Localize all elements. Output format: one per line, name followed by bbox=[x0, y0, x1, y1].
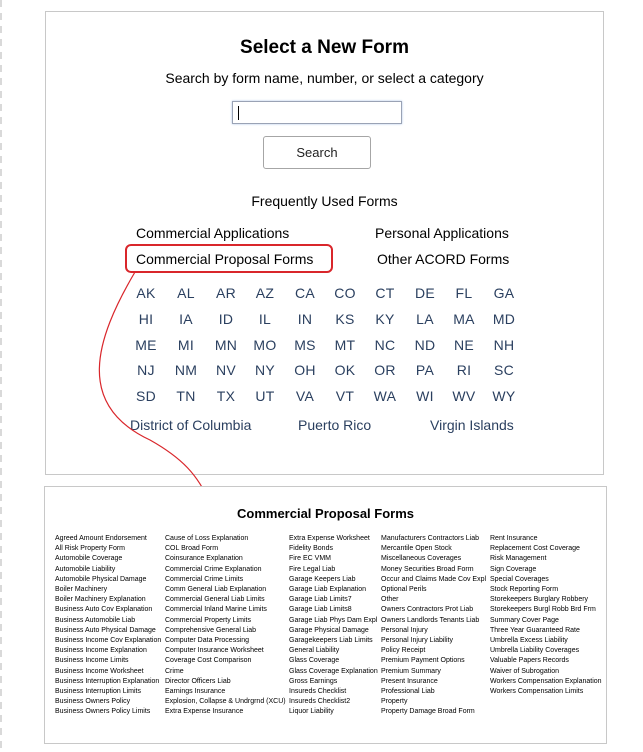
form-link[interactable]: Business Income Limits bbox=[55, 657, 129, 665]
form-link[interactable]: Cause of Loss Explanation bbox=[165, 535, 249, 542]
form-link[interactable]: Sign Coverage bbox=[490, 565, 537, 573]
form-link[interactable]: Garage Physical Damage bbox=[289, 626, 369, 634]
form-link[interactable]: Property bbox=[381, 698, 408, 706]
form-link[interactable]: Commercial Crime Limits bbox=[165, 575, 244, 583]
state-link-wa[interactable]: WA bbox=[373, 388, 397, 404]
state-link-va[interactable]: VA bbox=[295, 388, 315, 404]
select-form-panel bbox=[45, 11, 604, 475]
state-link-ma[interactable]: MA bbox=[453, 311, 475, 327]
state-link-al[interactable]: AL bbox=[177, 285, 195, 301]
region-puerto-rico[interactable]: Puerto Rico bbox=[298, 417, 372, 433]
text-caret bbox=[238, 106, 239, 120]
form-link[interactable]: Comm General Liab Explanation bbox=[165, 586, 267, 594]
state-link-or[interactable]: OR bbox=[374, 362, 396, 378]
form-link[interactable]: Garage Liab Explanation bbox=[289, 586, 367, 594]
frequently-used-heading: Frequently Used Forms bbox=[251, 193, 398, 209]
form-link[interactable]: Umbrella Liability Coverages bbox=[490, 647, 580, 655]
form-link[interactable]: Replacement Cost Coverage bbox=[490, 545, 580, 553]
form-link[interactable]: Present Insurance bbox=[381, 677, 438, 685]
state-link-ky[interactable]: KY bbox=[375, 311, 395, 327]
form-link[interactable]: Premium Summary bbox=[381, 667, 441, 675]
form-link[interactable]: Fidelity Bonds bbox=[289, 545, 333, 553]
form-link[interactable]: Commercial Inland Marine Limits bbox=[165, 606, 267, 614]
form-link[interactable]: Coinsurance Explanation bbox=[165, 555, 243, 563]
state-link-ga[interactable]: GA bbox=[493, 285, 515, 301]
form-column-1 bbox=[55, 534, 161, 718]
form-link[interactable]: Garage Keepers Liab bbox=[289, 575, 356, 583]
personal-applications-link[interactable]: Personal Applications bbox=[375, 225, 509, 241]
search-instructions: Search by form name, number, or select a category bbox=[165, 70, 484, 86]
form-link[interactable]: Personal Injury Liability bbox=[381, 637, 453, 645]
form-link[interactable]: Fire EC VMM bbox=[289, 555, 331, 563]
state-link-pa[interactable]: PA bbox=[415, 362, 435, 378]
form-link[interactable]: Boiler Machinery bbox=[55, 586, 108, 594]
form-link[interactable]: Premium Payment Options bbox=[381, 657, 465, 665]
state-link-ia[interactable]: IA bbox=[179, 311, 193, 327]
form-column-5 bbox=[490, 534, 602, 697]
state-link-az[interactable]: AZ bbox=[255, 285, 275, 301]
form-link[interactable]: Extra Expense Worksheet bbox=[289, 535, 370, 542]
form-column-2 bbox=[165, 534, 286, 718]
state-link-in[interactable]: IN bbox=[297, 311, 313, 327]
form-link[interactable]: All Risk Property Form bbox=[55, 545, 126, 553]
form-link[interactable]: Insureds Checklist2 bbox=[289, 698, 351, 706]
form-link[interactable]: Insureds Checklist bbox=[289, 688, 347, 696]
state-link-wv[interactable]: WV bbox=[452, 388, 476, 404]
state-link-ca[interactable]: CA bbox=[294, 285, 316, 301]
state-link-hi[interactable]: HI bbox=[138, 311, 154, 327]
state-link-wy[interactable]: WY bbox=[492, 388, 516, 404]
form-link[interactable]: Liquor Liability bbox=[289, 708, 334, 716]
form-link[interactable]: Mercantile Open Stock bbox=[381, 545, 452, 553]
state-link-oh[interactable]: OH bbox=[294, 362, 316, 378]
form-link[interactable]: Storekeepers Burgl Robb Brd Frm bbox=[490, 606, 596, 614]
form-link[interactable]: Agreed Amount Endorsement bbox=[55, 535, 147, 542]
state-link-id[interactable]: ID bbox=[218, 311, 234, 327]
form-link[interactable]: Computer Data Processing bbox=[165, 637, 250, 645]
form-link[interactable]: Earnings Insurance bbox=[165, 688, 226, 696]
state-link-mt[interactable]: MT bbox=[334, 337, 356, 353]
state-link-nc[interactable]: NC bbox=[374, 337, 396, 353]
state-link-vt[interactable]: VT bbox=[335, 388, 355, 404]
state-link-mn[interactable]: MN bbox=[214, 337, 238, 353]
form-link[interactable]: Boiler Machinery Explanation bbox=[55, 596, 146, 604]
form-link[interactable]: Business Automobile Liab bbox=[55, 616, 136, 624]
state-link-ks[interactable]: KS bbox=[335, 311, 355, 327]
form-link[interactable]: Business Interruption Explanation bbox=[55, 677, 160, 685]
state-link-de[interactable]: DE bbox=[414, 285, 436, 301]
form-link[interactable]: Glass Coverage bbox=[289, 657, 340, 665]
other-acord-forms-link[interactable]: Other ACORD Forms bbox=[377, 251, 510, 267]
form-link[interactable]: Miscellaneous Coverages bbox=[381, 555, 462, 563]
form-link[interactable]: Explosion, Collapse & Undrgrnd (XCU) bbox=[165, 698, 286, 706]
state-link-nj[interactable]: NJ bbox=[137, 362, 155, 378]
form-link[interactable]: Summary Cover Page bbox=[490, 616, 559, 624]
form-link[interactable]: Personal Injury bbox=[381, 626, 428, 634]
form-link[interactable]: Automobile Physical Damage bbox=[55, 575, 147, 583]
state-link-ar[interactable]: AR bbox=[215, 285, 237, 301]
form-link[interactable]: Coverage Cost Comparison bbox=[165, 657, 252, 665]
state-link-tn[interactable]: TN bbox=[176, 388, 196, 404]
page-title: Select a New Form bbox=[240, 37, 409, 58]
commercial-applications-link[interactable]: Commercial Applications bbox=[136, 225, 290, 241]
form-link[interactable]: Comprehensive General Liab bbox=[165, 626, 257, 634]
form-link[interactable]: Garage Liab Limits7 bbox=[289, 596, 352, 604]
form-link[interactable]: Business Interruption Limits bbox=[55, 688, 141, 696]
form-link[interactable]: Business Income Explanation bbox=[55, 647, 147, 655]
form-link[interactable]: Garagekeepers Liab Limits bbox=[289, 637, 373, 645]
form-link[interactable]: Business Income Worksheet bbox=[55, 667, 144, 675]
form-link[interactable]: Fire Legal Liab bbox=[289, 565, 336, 573]
form-link[interactable]: Crime bbox=[165, 667, 184, 675]
form-link[interactable]: Policy Receipt bbox=[381, 647, 426, 655]
state-link-la[interactable]: LA bbox=[416, 311, 434, 327]
state-link-sc[interactable]: SC bbox=[493, 362, 515, 378]
form-link[interactable]: Business Owners Policy Limits bbox=[55, 708, 151, 716]
state-link-ne[interactable]: NE bbox=[453, 337, 475, 353]
form-link[interactable]: Owners Contractors Prot Liab bbox=[381, 606, 474, 614]
form-link[interactable]: Valuable Papers Records bbox=[490, 657, 569, 665]
state-link-nh[interactable]: NH bbox=[493, 337, 515, 353]
form-link[interactable]: Storekeepers Burglary Robbery bbox=[490, 596, 589, 604]
form-link[interactable]: COL Broad Form bbox=[165, 545, 219, 553]
form-link[interactable]: Stock Reporting Form bbox=[490, 586, 559, 594]
form-link[interactable]: Special Coverages bbox=[490, 575, 549, 583]
state-link-ak[interactable]: AK bbox=[136, 285, 156, 301]
form-link[interactable]: Director Officers Liab bbox=[165, 677, 231, 685]
state-link-sd[interactable]: SD bbox=[135, 388, 157, 404]
form-link[interactable]: Three Year Guaranteed Rate bbox=[490, 626, 580, 634]
state-link-ok[interactable]: OK bbox=[334, 362, 356, 378]
state-link-nv[interactable]: NV bbox=[215, 362, 237, 378]
commercial-proposal-forms-link[interactable]: Commercial Proposal Forms bbox=[136, 251, 314, 267]
form-link[interactable]: Manufacturers Contractors Liab bbox=[381, 535, 480, 542]
state-link-mi[interactable]: MI bbox=[177, 337, 195, 353]
form-column-4 bbox=[381, 534, 486, 718]
state-link-tx[interactable]: TX bbox=[216, 388, 236, 404]
form-link[interactable]: Business Auto Physical Damage bbox=[55, 626, 156, 634]
form-link[interactable]: Computer Insurance Worksheet bbox=[165, 647, 264, 655]
form-link[interactable]: Glass Coverage Explanation bbox=[289, 667, 378, 675]
form-link[interactable]: Automobile Coverage bbox=[55, 555, 123, 563]
form-link[interactable]: Gross Earnings bbox=[289, 677, 338, 685]
commercial-proposal-forms-popup bbox=[44, 486, 607, 744]
form-link[interactable]: Workers Compensation Limits bbox=[490, 688, 584, 696]
region-district-of-columbia[interactable]: District of Columbia bbox=[130, 417, 252, 433]
state-link-me[interactable]: ME bbox=[135, 337, 157, 353]
state-link-co[interactable]: CO bbox=[334, 285, 356, 301]
state-link-nm[interactable]: NM bbox=[174, 362, 198, 378]
form-link[interactable]: Property Damage Broad Form bbox=[381, 708, 475, 716]
search-button[interactable]: Search bbox=[263, 136, 371, 169]
form-link[interactable]: General Liability bbox=[289, 647, 340, 655]
form-link[interactable]: Risk Management bbox=[490, 555, 547, 563]
state-link-wi[interactable]: WI bbox=[416, 388, 434, 404]
state-link-ut[interactable]: UT bbox=[255, 388, 275, 404]
state-link-ms[interactable]: MS bbox=[294, 337, 316, 353]
form-link[interactable]: Owners Landlords Tenants Liab bbox=[381, 616, 480, 624]
form-link[interactable]: Commercial Property Limits bbox=[165, 616, 251, 624]
state-link-ny[interactable]: NY bbox=[254, 362, 276, 378]
form-link[interactable]: Commercial General Liab Limits bbox=[165, 596, 265, 604]
form-link[interactable]: Business Income Cov Explanation bbox=[55, 637, 162, 645]
form-link[interactable]: Occur and Claims Made Cov Expl bbox=[381, 575, 487, 583]
form-link[interactable]: Business Owners Policy bbox=[55, 698, 131, 706]
form-link[interactable]: Business Auto Cov Explanation bbox=[55, 606, 153, 614]
form-column-3 bbox=[289, 534, 378, 718]
form-link[interactable]: Extra Expense Insurance bbox=[165, 708, 244, 716]
form-link[interactable]: Other bbox=[381, 596, 399, 604]
state-link-ct[interactable]: CT bbox=[375, 285, 395, 301]
form-link[interactable]: Rent Insurance bbox=[490, 535, 538, 542]
left-dashed-edge bbox=[0, 0, 2, 752]
state-link-il[interactable]: IL bbox=[258, 311, 272, 327]
form-link[interactable]: Money Securities Broad Form bbox=[381, 565, 474, 573]
state-link-ri[interactable]: RI bbox=[456, 362, 472, 378]
form-link[interactable]: Garage Liab Limits8 bbox=[289, 606, 352, 614]
search-input[interactable] bbox=[232, 101, 402, 124]
form-link[interactable]: Umbrella Excess Liability bbox=[490, 637, 568, 645]
form-link[interactable]: Professional Liab bbox=[381, 688, 435, 696]
form-link[interactable]: Automobile Liability bbox=[55, 565, 116, 573]
form-link[interactable]: Optional Perils bbox=[381, 586, 427, 594]
state-link-fl[interactable]: FL bbox=[455, 285, 473, 301]
popup-title: Commercial Proposal Forms bbox=[237, 506, 414, 521]
form-link[interactable]: Commercial Crime Explanation bbox=[165, 565, 262, 573]
form-link[interactable]: Waiver of Subrogation bbox=[490, 667, 559, 675]
state-link-md[interactable]: MD bbox=[492, 311, 516, 327]
form-link[interactable]: Workers Compensation Explanation bbox=[490, 677, 602, 685]
region-virgin-islands[interactable]: Virgin Islands bbox=[430, 417, 514, 433]
state-link-mo[interactable]: MO bbox=[253, 337, 277, 353]
state-link-nd[interactable]: ND bbox=[414, 337, 436, 353]
form-link[interactable]: Garage Liab Phys Dam Expl bbox=[289, 616, 378, 624]
